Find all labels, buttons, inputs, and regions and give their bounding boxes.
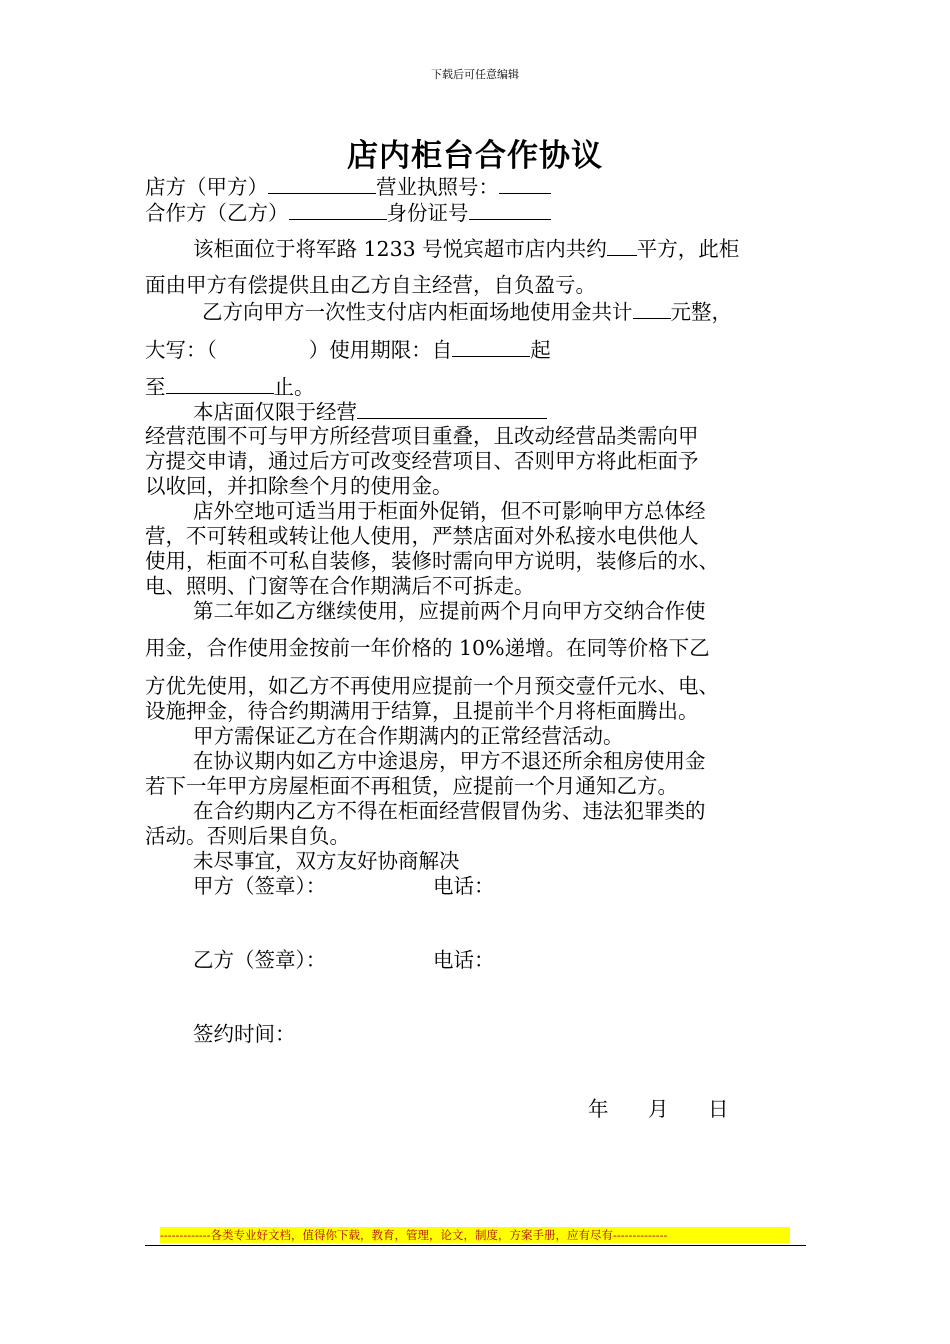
clause-text: 乙方向甲方一次性支付店内柜面场地使用金共计 xyxy=(202,300,633,324)
clause-3-line-4: 以收回，并扣除叁个月的使用金。 xyxy=(145,474,453,498)
clause-7-line-2: 若下一年甲方房屋柜面不再租赁，应提前一个月通知乙方。 xyxy=(145,774,678,798)
clause-5-line-4: 设施押金，待合约期满用于结算，且提前半个月将柜面腾出。 xyxy=(145,699,699,723)
business-scope-blank[interactable] xyxy=(357,399,547,419)
date-month: 月 xyxy=(648,1097,669,1121)
clause-5-line-2: 用金，合作使用金按前一年价格的 10%递增。在同等价格下乙 xyxy=(145,636,710,660)
party-a-signature-line xyxy=(193,874,326,898)
license-blank[interactable] xyxy=(499,174,551,194)
clause-4-line-3: 使用，柜面不可私自装修，装修时需向甲方说明，装修后的水、 xyxy=(145,549,719,573)
header-note: 下载后可任意编辑 xyxy=(431,68,519,81)
clause-5-line-3: 方优先使用，如乙方不再使用应提前一个月预交壹仟元水、电、 xyxy=(145,674,719,698)
footer-divider xyxy=(145,1245,806,1246)
party-b-sign-label: 乙方（签章）： xyxy=(193,948,327,972)
party-a-sign-label: 甲方（签章）： xyxy=(193,874,327,898)
clause-text: 该柜面位于将军路 1233 号悦宾超市店内共约 xyxy=(193,237,607,261)
id-blank[interactable] xyxy=(469,200,551,220)
footer-banner: -------------各类专业好文档，值得你下载，教育，管理，论文，制度，方案手册，应有尽有-------------- xyxy=(160,1227,790,1243)
clause-5-line-1: 第二年如乙方继续使用，应提前两个月向甲方交纳合作使 xyxy=(193,599,706,623)
clause-4-line-1: 店外空地可适当用于柜面外促销，但不可影响甲方总体经 xyxy=(193,499,706,523)
clause-8-line-1: 在合约期内乙方不得在柜面经营假冒伪劣、违法犯罪类的 xyxy=(193,799,706,823)
clause-text: ）使用期限：自 xyxy=(308,338,453,362)
party-b-line xyxy=(145,200,551,225)
clause-8-line-2: 活动。否则后果自负。 xyxy=(145,824,350,848)
clause-text: 元整， xyxy=(670,300,732,324)
clause-3-line-1 xyxy=(193,399,547,424)
fee-blank[interactable] xyxy=(633,299,671,319)
clause-text: 大写：（ xyxy=(145,338,217,362)
clause-text: 平方，此柜 xyxy=(636,237,740,261)
party-b-signature-line xyxy=(193,948,326,972)
party-a-label: 店方（甲方） xyxy=(145,175,268,199)
clause-4-line-4: 电、照明、门窗等在合作期满后不可拆走。 xyxy=(145,574,535,598)
party-b-phone-label: 电话： xyxy=(433,948,495,972)
date-year: 年 xyxy=(588,1097,609,1121)
area-blank[interactable] xyxy=(607,236,637,256)
party-b-blank[interactable] xyxy=(289,200,387,220)
clause-9-line-1: 未尽事宜，双方友好协商解决 xyxy=(193,849,460,873)
clause-6-line-1: 甲方需保证乙方在合作期满内的正常经营活动。 xyxy=(193,724,624,748)
clause-4-line-2: 营，不可转租或转让他人使用，严禁店面对外私接水电供他人 xyxy=(145,524,699,548)
clause-text: 至 xyxy=(145,375,166,399)
clause-3-line-3: 方提交申请，通过后方可改变经营项目、否则甲方将此柜面予 xyxy=(145,449,699,473)
clause-7-line-1: 在协议期内如乙方中途退房，甲方不退还所余租房使用金 xyxy=(193,749,706,773)
party-b-label: 合作方（乙方） xyxy=(145,201,289,225)
clause-3-line-2: 经营范围不可与甲方所经营项目重叠，且改动经营品类需向甲 xyxy=(145,424,699,448)
sign-time-label: 签约时间： xyxy=(193,1022,296,1046)
document-title: 店内柜台合作协议 xyxy=(347,138,603,174)
clause-2-line-2 xyxy=(145,337,551,362)
start-date-blank[interactable] xyxy=(452,337,530,357)
clause-text: 止。 xyxy=(273,375,315,399)
license-label: 营业执照号： xyxy=(376,175,499,199)
clause-text: 起 xyxy=(530,338,551,362)
party-a-blank[interactable] xyxy=(268,174,376,194)
clause-2-line-1 xyxy=(202,299,732,324)
clause-1-line-2: 面由甲方有偿提供且由乙方自主经营，自负盈亏。 xyxy=(145,273,596,297)
party-a-line xyxy=(145,174,551,199)
end-date-blank[interactable] xyxy=(166,374,274,394)
clause-text: 本店面仅限于经营 xyxy=(193,400,357,424)
id-label: 身份证号 xyxy=(386,201,469,225)
party-a-phone-label: 电话： xyxy=(433,874,495,898)
clause-2-line-3 xyxy=(145,374,315,399)
date-day: 日 xyxy=(708,1097,729,1121)
clause-1-line-1 xyxy=(193,236,739,261)
